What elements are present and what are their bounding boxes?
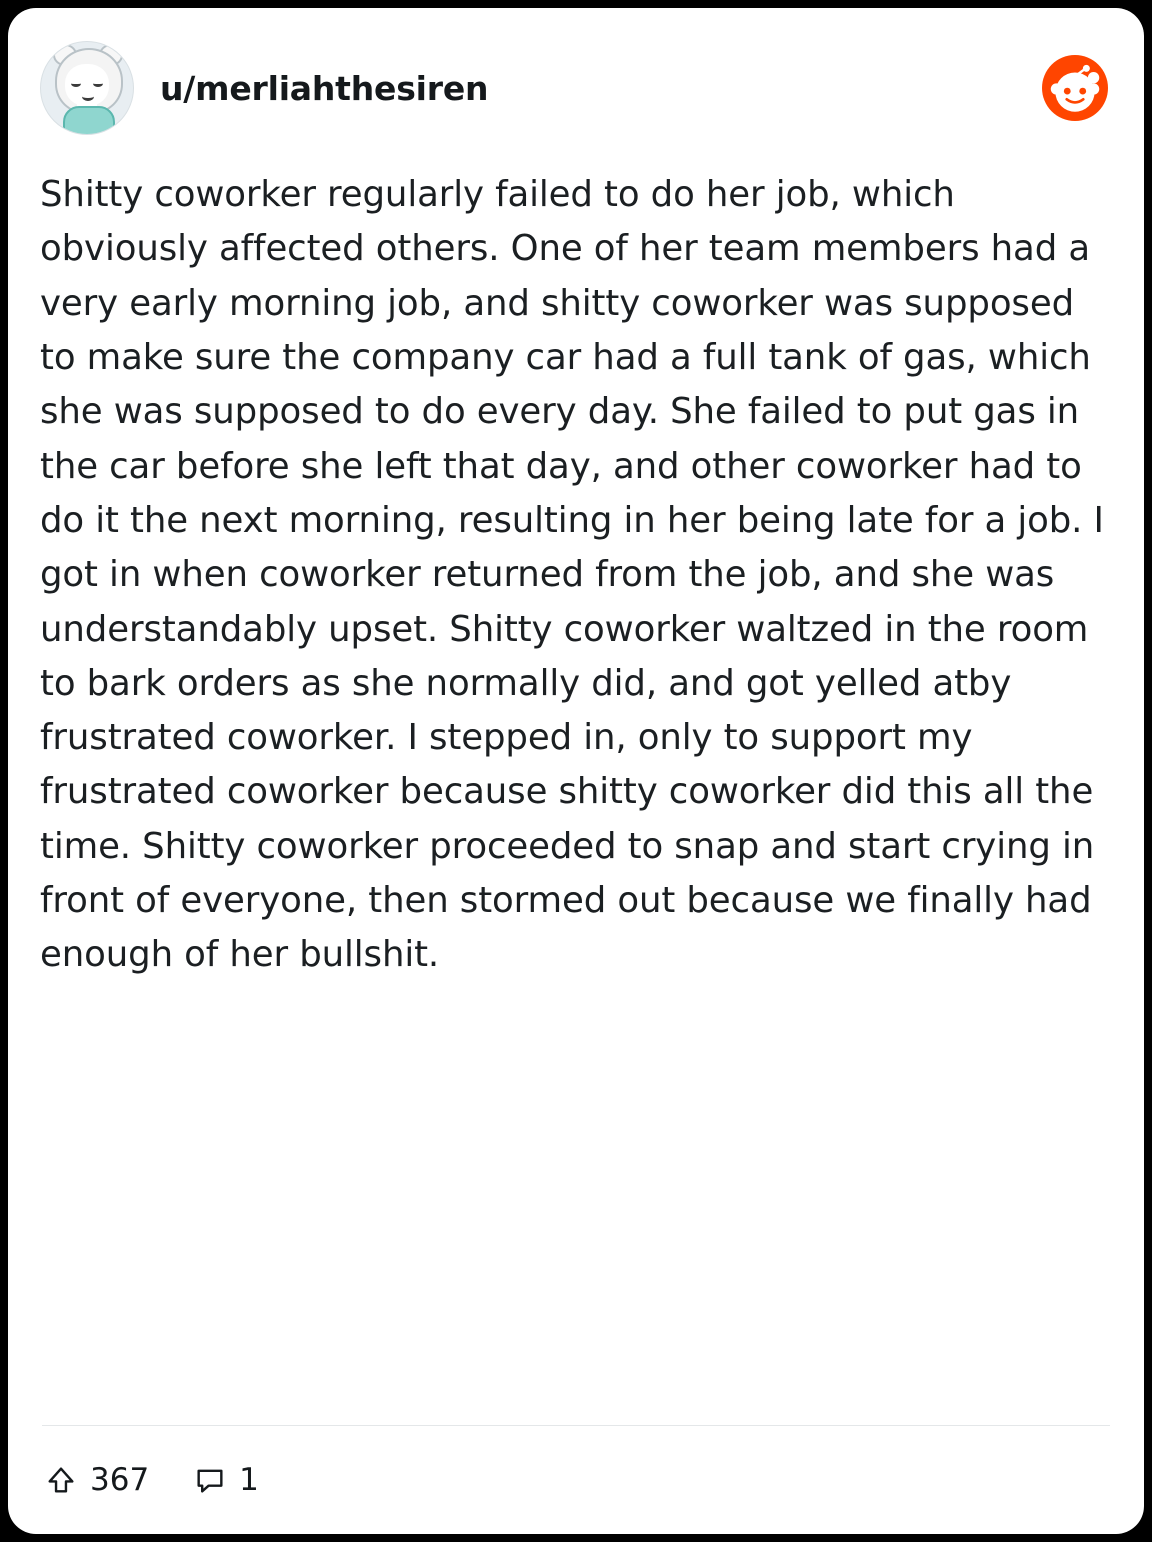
upvote-stat[interactable] (44, 1462, 149, 1498)
avatar-mouth (82, 92, 94, 101)
upvote-count: 367 (90, 1462, 150, 1498)
comment-bubble-icon[interactable] (193, 1463, 227, 1497)
post-footer (40, 1426, 1112, 1534)
upvote-arrow-icon[interactable] (44, 1463, 78, 1497)
reddit-post-card (8, 8, 1144, 1534)
username-label[interactable]: u/merliahthesiren (160, 68, 489, 108)
post-body-text: Shitty coworker regularly failed to do her job, which obviously affected others. One of her team members had a very early morning job, and shitty coworker was supposed to make sure the company car had a full tank of gas, which she was supposed to do every day. She failed to put gas in the car before she left that day, and other coworker had to do it the next morning, resulting in her being late for a job. I got in when coworker returned from the job, and she was understandably upset. Shitty coworker waltzed in the room to bark orders as she normally did, and got yelled atby frustrated coworker. I stepped in, only to support my frustrated coworker because shitty coworker did this all the time. Shitty coworker proceeded to snap and start crying in front of everyone, then stormed out because we finally had enough of her bullshit. (40, 174, 1104, 976)
avatar-eye-left (71, 80, 81, 87)
avatar-eye-right (93, 80, 103, 87)
avatar-body (63, 106, 115, 135)
post-header (40, 38, 1112, 138)
avatar[interactable] (40, 41, 134, 135)
comment-stat[interactable] (193, 1462, 259, 1498)
comment-count: 1 (239, 1462, 259, 1498)
reddit-logo-icon (1042, 55, 1108, 121)
